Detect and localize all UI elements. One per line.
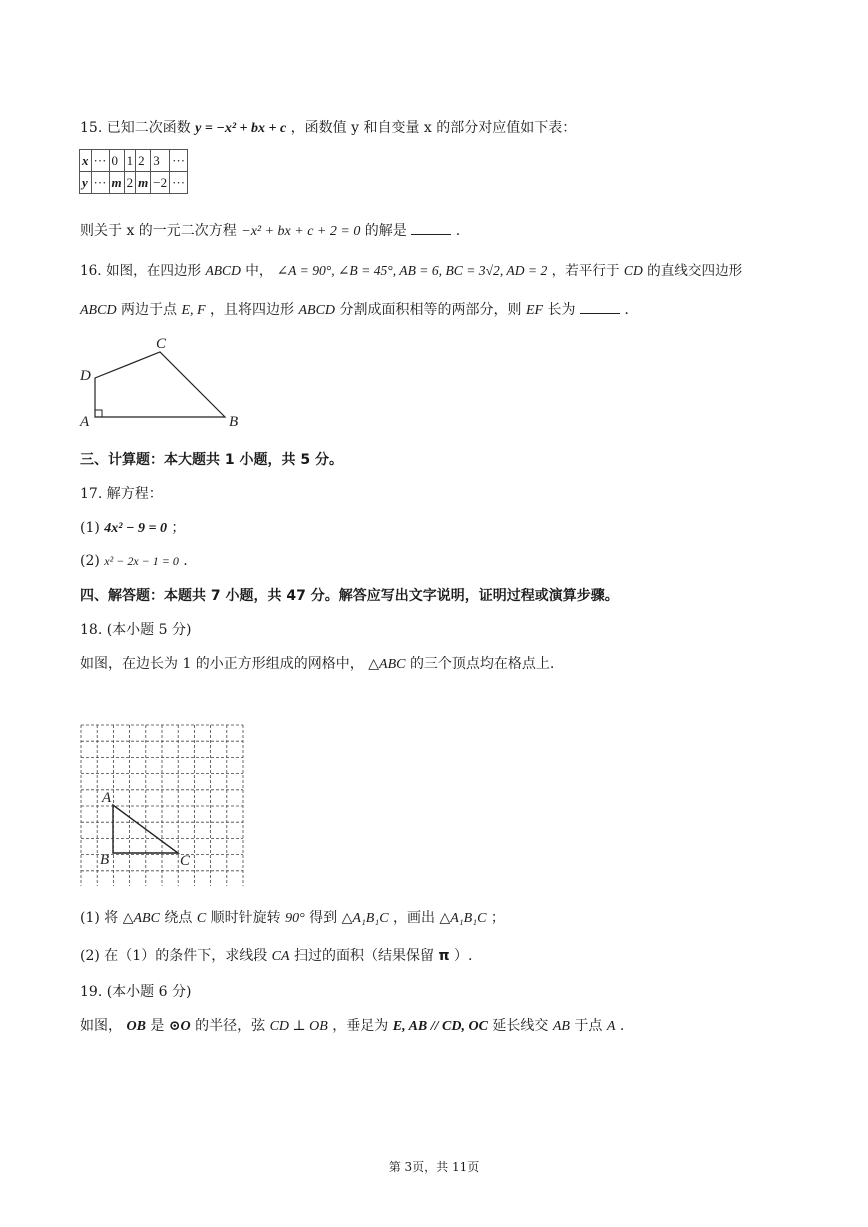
q19-circle-label: ⊙O	[168, 1019, 191, 1034]
q16-text: 16. 如图，在四边形	[80, 263, 202, 279]
q18-part1	[80, 908, 505, 929]
q16-text: 长为	[547, 302, 576, 318]
label-c: C	[180, 853, 191, 869]
q19-label: OB	[126, 1019, 146, 1034]
q18-triangle-label: △ABC	[368, 657, 406, 672]
q19-label: CD ⊥ OB	[269, 1019, 328, 1034]
q19-label: A	[606, 1019, 616, 1034]
q17-stem: 17. 解方程：	[80, 486, 163, 502]
q18-triangle-label: △A₁B₁C	[439, 911, 487, 926]
label-b: B	[100, 852, 110, 868]
q19-label: AB	[552, 1019, 570, 1034]
q18-text: 得到	[309, 910, 338, 926]
table-cell: ···	[170, 150, 188, 172]
q18-text: ；	[490, 910, 505, 926]
q17-equation-2: x² − 2x − 1 = 0	[104, 554, 179, 568]
q16-text: ，若平行于	[551, 263, 620, 279]
page-footer: 第 3页，共 11页	[388, 1160, 480, 1174]
q18-pi: π	[438, 948, 450, 964]
table-cell: m	[136, 172, 151, 194]
q18-text: ）.	[453, 948, 473, 964]
q18-text: 如图，在边长为 1 的小正方形组成的网格中，	[80, 656, 364, 672]
q15-equation: −x² + bx + c + 2 = 0	[241, 224, 361, 239]
q15-value-table	[79, 149, 188, 194]
q17-part2	[80, 551, 188, 571]
q17-part1	[80, 518, 185, 539]
q19-text: 延长线交	[492, 1018, 549, 1034]
q16-quad-label: ABCD	[205, 263, 241, 278]
section-3-title: 三、计算题：本大题共 1 小题，共 5 分。	[80, 452, 343, 468]
table-cell: 1	[124, 150, 136, 172]
table-cell: ···	[91, 150, 109, 172]
q15-function: y = −x² + bx + c	[195, 121, 287, 136]
q16-text: 两边于点	[121, 302, 178, 318]
table-cell: x	[80, 150, 92, 172]
q15-end: .	[455, 223, 461, 239]
q16-line1	[80, 261, 742, 281]
label-c: C	[156, 336, 167, 352]
q18-text: ，画出	[393, 910, 436, 926]
q18-segment-label: CA	[271, 949, 290, 964]
table-cell: −2	[151, 172, 170, 194]
q18-header: 18. (本小题 5 分)	[80, 622, 192, 638]
q15-question-prefix: 则关于 x 的一元二次方程	[80, 223, 237, 239]
q18-text: 顺时针旋转	[210, 910, 281, 926]
q19-text: 于点	[574, 1018, 603, 1034]
q16-points: E, F	[181, 303, 206, 318]
table-cell: ···	[170, 172, 188, 194]
q15-answer-blank	[411, 220, 451, 235]
q18-text: 的三个顶点均在格点上.	[409, 656, 555, 672]
q16-end: .	[624, 302, 629, 318]
q15-stem	[80, 118, 576, 139]
q18-grid-figure	[80, 724, 246, 886]
q18-part2	[80, 946, 472, 967]
q15-question	[80, 220, 460, 242]
q18-point-label: C	[196, 911, 207, 926]
q18-triangle-label: △ABC	[122, 911, 160, 926]
table-row	[80, 150, 188, 172]
q17-part-label: (2)	[80, 553, 100, 569]
q18-text: (2) 在（1）的条件下，求线段	[80, 948, 268, 964]
q16-conditions: ∠A = 90°, ∠B = 45°, AB = 6, BC = 3√2, AD = 2	[276, 263, 548, 278]
right-angle-mark	[95, 410, 102, 417]
table-cell: 0	[109, 150, 124, 172]
label-a: A	[102, 790, 112, 806]
q18-text: 绕点	[164, 910, 193, 926]
q17-text: ；	[171, 520, 186, 536]
q18-triangle-label: △A₁B₁C	[341, 911, 389, 926]
q19-text: .	[619, 1018, 625, 1034]
q15-stem-suffix: ，函数值 y 和自变量 x 的部分对应值如下表：	[290, 120, 577, 136]
table-cell: 3	[151, 150, 170, 172]
q19-stem	[80, 1016, 624, 1037]
label-a: A	[80, 414, 90, 430]
q19-text: 的半径，弦	[195, 1018, 266, 1034]
q18-text: 扫过的面积（结果保留	[294, 948, 434, 964]
q18-stem	[80, 654, 554, 675]
q18-text: (1) 将	[80, 910, 119, 926]
q18-angle: 90°	[285, 911, 305, 926]
label-d: D	[80, 368, 91, 384]
q15-question-suffix: 的解是	[364, 223, 407, 239]
q16-text: 分割成面积相等的两部分，则	[339, 302, 522, 318]
q19-text: 是	[150, 1018, 165, 1034]
q17-equation-1: 4x² − 9 = 0	[104, 521, 167, 536]
q16-cd-label: CD	[623, 263, 643, 278]
q16-text: ，且将四边形	[210, 302, 295, 318]
q17-part-label: (1)	[80, 520, 100, 536]
table-cell: 2	[136, 150, 151, 172]
q15-stem-prefix: 15. 已知二次函数	[80, 120, 191, 136]
q16-quad-label: ABCD	[80, 303, 117, 318]
q19-label: E, AB // CD, OC	[392, 1019, 488, 1034]
q16-answer-blank	[580, 299, 620, 314]
q16-text: 的直线交四边形	[647, 263, 743, 279]
table-row	[80, 172, 188, 194]
q16-line2	[80, 299, 629, 321]
q19-text: 如图，	[80, 1018, 122, 1034]
q17-text: .	[183, 553, 188, 569]
section-4-title: 四、解答题：本题共 7 小题，共 47 分。解答应写出文字说明，证明过程或演算步骤。	[80, 588, 619, 604]
table-cell: m	[109, 172, 124, 194]
q19-text: ，垂足为	[332, 1018, 389, 1034]
table-cell: ···	[91, 172, 109, 194]
q16-text: 中，	[245, 263, 273, 279]
quadrilateral-abcd	[95, 352, 225, 417]
q19-header: 19. (本小题 6 分)	[80, 984, 192, 1000]
q16-ef-label: EF	[525, 303, 544, 318]
label-b: B	[229, 414, 239, 430]
table-cell: 2	[124, 172, 136, 194]
table-cell: y	[80, 172, 92, 194]
q16-quad-label: ABCD	[298, 303, 336, 318]
q16-quadrilateral-figure	[72, 330, 272, 430]
